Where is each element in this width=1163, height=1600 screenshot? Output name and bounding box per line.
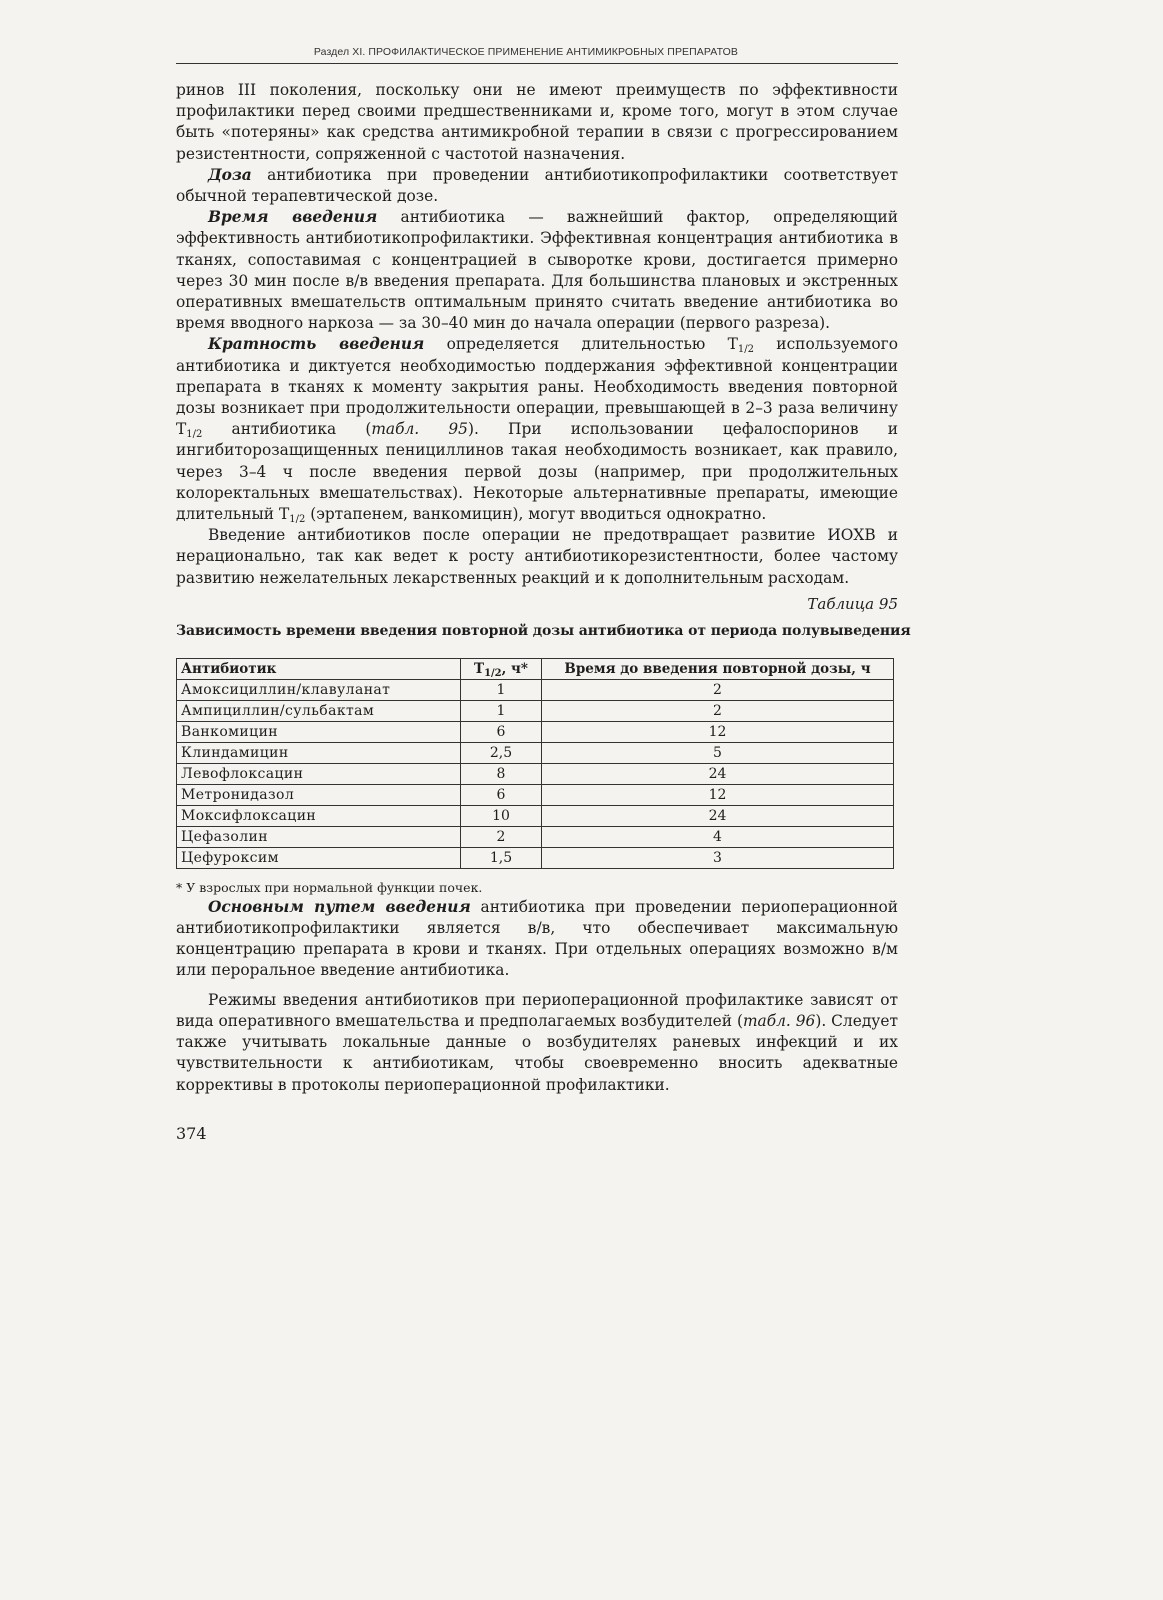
text-fragment: Режимы введения антибиотиков при периоперационной профилактике зависят от вида оперативного вмешательства и предполагаемых возбудителей (: [176, 990, 898, 1030]
subscript: 1/2: [737, 344, 754, 356]
cell-half-life: 2: [461, 826, 542, 847]
cell-antibiotic: Цефазолин: [177, 826, 461, 847]
page-number: 374: [176, 1123, 207, 1143]
table-row: [177, 826, 894, 847]
paragraph-route: [176, 897, 898, 982]
subscript: 1/2: [289, 514, 306, 526]
cell-redose-time: 2: [542, 700, 894, 721]
table-row: [177, 679, 894, 700]
paragraph-route-text: антибиотика при проведении периоперационной антибиотикопрофилактики является в/в, что обеспечивает максимальную концентрацию препарата в крови и тканях. При отдельных операциях возможно в/м или пероральное введение антибиотика.: [176, 897, 898, 980]
redosing-table: [176, 658, 894, 869]
table-footnote: * У взрослых при нормальной функции почек.: [176, 879, 483, 895]
table-row: [177, 784, 894, 805]
text-fragment: антибиотика (: [202, 420, 372, 439]
header-half-life-symbol: Т: [474, 660, 485, 677]
table-row: [177, 847, 894, 868]
cell-antibiotic: Левофлоксацин: [177, 763, 461, 784]
header-antibiotic: Антибиотик: [177, 658, 461, 679]
term-timing: Время введения: [208, 208, 378, 227]
cell-antibiotic: Амоксициллин/клавуланат: [177, 679, 461, 700]
text-fragment: используемого антибиотика и диктуется необходимостью поддержания эффективной концентрации препарата в тканях к моменту закрытия раны. Необходимость введения повторной дозы возникает при продолжительности операции, превышающей в 2–3 раза величину Т: [176, 335, 898, 439]
header-half-life-unit: , ч*: [501, 660, 528, 677]
paragraph-continuation: ринов III поколения, поскольку они не имеют преимуществ по эффективности профилактики перед своими предшественниками и, кроме того, могут в этом случае быть «потеряны» как средства антимикробной терапии в связи с прогрессированием резистентности, сопряженной с частотой назначения.: [176, 81, 898, 163]
cell-half-life: 1,5: [461, 847, 542, 868]
header-rule: [176, 63, 898, 64]
cell-redose-time: 12: [542, 721, 894, 742]
cell-redose-time: 5: [542, 742, 894, 763]
cell-redose-time: 3: [542, 847, 894, 868]
cell-antibiotic: Клиндамицин: [177, 742, 461, 763]
text-fragment: (эртапенем, ванкомицин), могут вводиться однократно.: [305, 505, 767, 524]
table-row: [177, 700, 894, 721]
cell-redose-time: 24: [542, 763, 894, 784]
table-row: [177, 721, 894, 742]
text-fragment: ). Следует также учитывать локальные данные о возбудителях раневых инфекций и их чувствительности к антибиотикам, чтобы своевременно вносить адекватные коррективы в протоколы периоперационной профилактики.: [176, 1011, 898, 1094]
table-reference: табл. 96: [742, 1011, 816, 1030]
cell-half-life: 2,5: [461, 742, 542, 763]
table-number: Таблица 95: [807, 594, 898, 613]
header-redose-time: Время до введения повторной дозы, ч: [542, 658, 894, 679]
cell-antibiotic: Моксифлоксацин: [177, 805, 461, 826]
cell-antibiotic: Цефуроксим: [177, 847, 461, 868]
cell-half-life: 8: [461, 763, 542, 784]
cell-redose-time: 12: [542, 784, 894, 805]
term-route: Основным путем введения: [208, 897, 471, 916]
cell-antibiotic: Метронидазол: [177, 784, 461, 805]
cell-half-life: 1: [461, 679, 542, 700]
cell-redose-time: 4: [542, 826, 894, 847]
paragraph-regimens: [176, 990, 898, 1096]
header-half-life: [461, 658, 542, 679]
cell-antibiotic: Ампициллин/сульбактам: [177, 700, 461, 721]
cell-half-life: 10: [461, 805, 542, 826]
table-row: [177, 805, 894, 826]
cell-redose-time: 24: [542, 805, 894, 826]
paragraph-frequency: [176, 334, 898, 525]
table-body: [177, 679, 894, 868]
table-row: [177, 742, 894, 763]
cell-antibiotic: Ванкомицин: [177, 721, 461, 742]
text-fragment: определяется длительностью Т: [424, 335, 738, 354]
text-fragment: ). При использовании цефалоспоринов и ингибиторозащищенных пенициллинов такая необходимость возникает, как правило, через 3–4 ч после введения первой дозы (например, при продолжительных колоректальных вмешательствах). Некоторые альтернативные препараты, имеющие длительный Т: [176, 420, 898, 524]
paragraph-postop: Введение антибиотиков после операции не предотвращает развитие ИОХВ и нерационально, так как ведет к росту антибиотикорезистентности, более частому развитию нежелательных лекарственных реакций и к дополнительным расходам.: [176, 526, 898, 587]
cell-redose-time: 2: [542, 679, 894, 700]
cell-half-life: 6: [461, 784, 542, 805]
paragraph-dose: [176, 165, 898, 207]
term-frequency: Кратность введения: [208, 335, 425, 354]
running-head: Раздел XI. ПРОФИЛАКТИЧЕСКОЕ ПРИМЕНЕНИЕ АНТИМИКРОБНЫХ ПРЕПАРАТОВ: [313, 46, 738, 58]
paragraph-timing-text: антибиотика — важнейший фактор, определяющий эффективность антибиотикопрофилактики. Эффективная концентрация антибиотика в тканях, сопоставимая с концентрацией в сыворотке крови, достигается примерно через 30 мин после в/в введения препарата. Для большинства плановых и экстренных оперативных вмешательств оптимальным принято считать введение антибиотика во время вводного наркоза — за 30–40 мин до начала операции (первого разреза).: [176, 208, 898, 333]
table-title: Зависимость времени введения повторной дозы антибиотика от периода полувыведения: [176, 622, 911, 639]
cell-half-life: 6: [461, 721, 542, 742]
table-reference: табл. 95: [371, 420, 468, 439]
paragraph-timing: [176, 207, 898, 334]
cell-half-life: 1: [461, 700, 542, 721]
table-row: [177, 763, 894, 784]
subscript: 1/2: [186, 429, 203, 441]
term-dose: Доза: [208, 165, 252, 184]
table-header-row: [177, 658, 894, 679]
subscript: 1/2: [484, 667, 502, 679]
book-page: [176, 40, 911, 1143]
paragraph-dose-text: антибиотика при проведении антибиотикопрофилактики соответствует обычной терапевтической дозе.: [176, 165, 898, 206]
